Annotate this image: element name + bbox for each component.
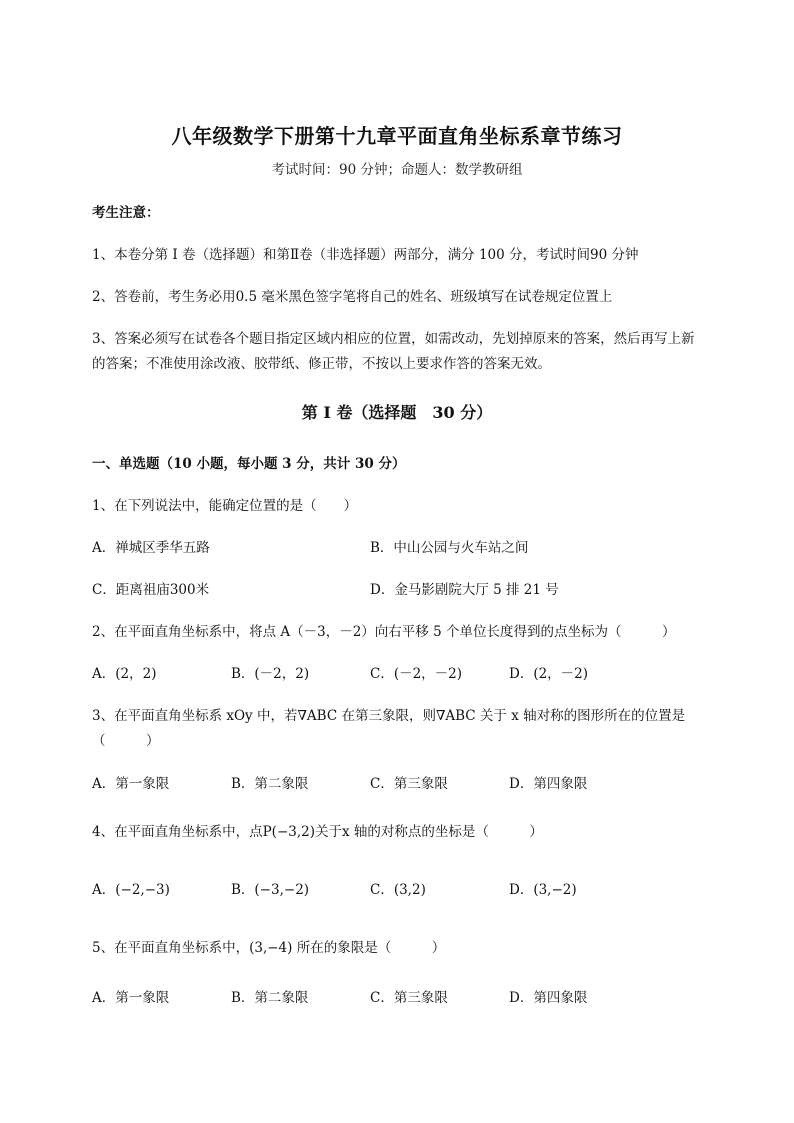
question-1-option-c: C．距离祖庙300米	[92, 582, 210, 598]
question-3-option-d: D．第四象限	[509, 776, 588, 792]
part-heading: 一、单选题（10 小题，每小题 3 分，共计 30 分）	[92, 456, 406, 472]
exam-info: 考试时间：90 分钟；命题人：数学教研组	[271, 162, 523, 178]
question-4-option-c: C．(3,2)	[370, 882, 426, 898]
question-1-option-d: D．金马影剧院大厅 5 排 21 号	[370, 582, 559, 598]
notice-item-1: 1、本卷分第 I 卷（选择题）和第Ⅱ卷（非选择题）两部分，满分 100 分，考试时间90 分钟	[92, 247, 639, 263]
question-1-stem: 1、在下列说法中，能确定位置的是（ ）	[92, 498, 358, 514]
question-3-option-c: C．第三象限	[370, 776, 448, 792]
question-2-option-c: C．(－2，－2)	[370, 666, 463, 682]
question-5-stem: 5、在平面直角坐标系中，(3,−4) 所在的象限是（ ）	[92, 940, 446, 956]
question-3-option-a: A．第一象限	[92, 776, 170, 792]
question-2-stem: 2、在平面直角坐标系中，将点 A（－3，－2）向右平移 5 个单位长度得到的点坐标为（ ）	[92, 624, 676, 640]
page-title: 八年级数学下册第十九章平面直角坐标系章节练习	[171, 124, 623, 148]
question-3-stem-cont: （ ）	[92, 733, 160, 749]
section-title: 第 I 卷（选择题 30 分）	[301, 403, 493, 422]
notice-item-3: 3、答案必须写在试卷各个题目指定区域内相应的位置，如需改动，先划掉原来的答案，然后再写上新	[92, 331, 695, 347]
question-5-option-d: D．第四象限	[509, 990, 588, 1006]
question-2-option-a: A．(2，2)	[92, 666, 157, 682]
question-1-option-a: A．禅城区季华五路	[92, 540, 210, 556]
notice-heading: 考生注意：	[92, 205, 160, 221]
question-2-option-b: B．(－2，2)	[231, 666, 310, 682]
notice-item-2: 2、答卷前，考生务必用0.5 毫米黑色签字笔将自己的姓名、班级填写在试卷规定位置上	[92, 289, 613, 305]
question-4-stem: 4、在平面直角坐标系中，点P(−3,2)关于x 轴的对称点的坐标是（ ）	[92, 824, 543, 840]
question-1-option-b: B．中山公园与火车站之间	[370, 540, 529, 556]
question-4-option-d: D．(3,−2)	[509, 882, 577, 898]
question-5-option-b: B．第二象限	[231, 990, 309, 1006]
question-3-option-b: B．第二象限	[231, 776, 309, 792]
question-5-option-c: C．第三象限	[370, 990, 448, 1006]
question-4-option-a: A．(−2,−3)	[92, 882, 170, 898]
question-2-option-d: D．(2，－2)	[509, 666, 589, 682]
notice-item-3-cont: 的答案；不准使用涂改液、胶带纸、修正带，不按以上要求作答的答案无效。	[92, 356, 551, 372]
question-5-option-a: A．第一象限	[92, 990, 170, 1006]
question-4-option-b: B．(−3,−2)	[231, 882, 310, 898]
question-3-stem: 3、在平面直角坐标系 xOy 中，若∇ABC 在第三象限，则∇ABC 关于 x 轴对称的图形所在的位置是	[92, 708, 686, 724]
